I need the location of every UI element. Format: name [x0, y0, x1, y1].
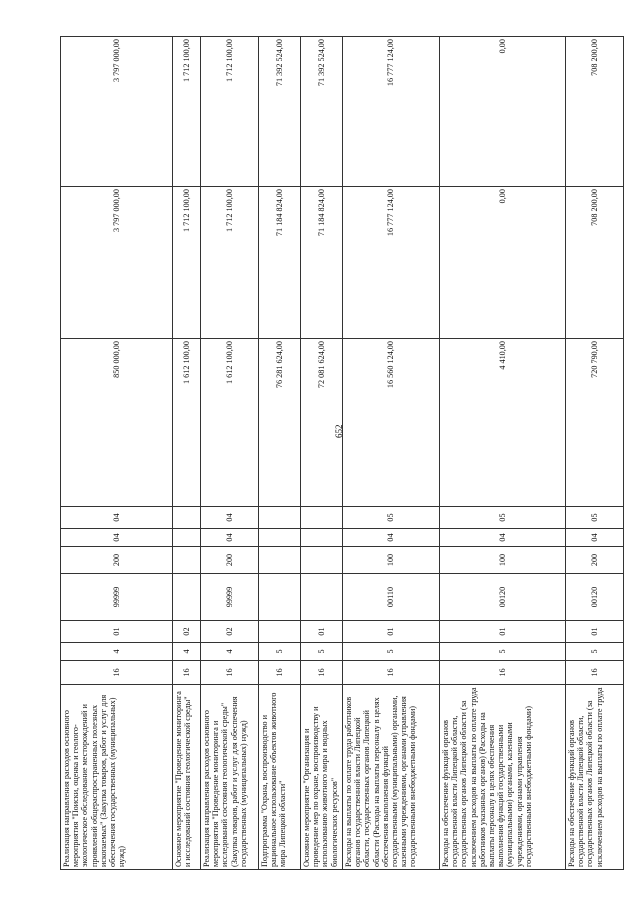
- table-row: [343, 37, 440, 870]
- code-cell: 01: [440, 621, 566, 643]
- table-row: [201, 37, 259, 870]
- code-cell: [259, 547, 301, 574]
- code-cell: 05: [440, 507, 566, 529]
- table-row: [259, 37, 301, 870]
- rotated-table-container: [60, 37, 624, 870]
- code-cell: 04: [61, 507, 173, 529]
- code-cell: 01: [566, 621, 624, 643]
- value-cell: 1 612 100,00: [201, 339, 259, 507]
- value-cell: 1 712 100,00: [173, 37, 201, 187]
- value-cell: 708 200,00: [566, 37, 624, 187]
- row-name: Подпрограмма "Охрана, воспроизводство и рациональное использование объектов животного мира Липецкой области": [259, 685, 301, 870]
- code-cell: 02: [201, 621, 259, 643]
- code-cell: 100: [343, 547, 440, 574]
- value-cell: 1 712 100,00: [173, 187, 201, 339]
- value-cell: 76 281 624,00: [259, 339, 301, 507]
- code-cell: 4: [201, 643, 259, 661]
- code-cell: [259, 621, 301, 643]
- code-cell: 05: [566, 507, 624, 529]
- value-cell: 3 797 000,00: [61, 37, 173, 187]
- code-cell: [301, 529, 343, 547]
- value-cell: 850 000,00: [61, 339, 173, 507]
- value-cell: 16 560 124,00: [343, 339, 440, 507]
- value-cell: 3 797 000,00: [61, 187, 173, 339]
- code-cell: 04: [201, 529, 259, 547]
- code-cell: [301, 547, 343, 574]
- row-name: Реализация направления расходов основного мероприятия "Поиски, оценка и геолого-экологическое обследование месторождений и проявлений общераспространенных полезных ископаемых" (Закупка товаров, работ и услуг для обеспечения государственных (муниципальных) нужд): [61, 685, 173, 870]
- row-name: Основное мероприятие "Организация и проведение мер по охране, воспроизводству и использованию животного мира и водных биологических ресурсов": [301, 685, 343, 870]
- value-cell: 0,00: [440, 187, 566, 339]
- code-cell: 100: [440, 547, 566, 574]
- code-cell: 200: [201, 547, 259, 574]
- code-cell: 04: [440, 529, 566, 547]
- code-cell: 16: [343, 661, 440, 685]
- code-cell: 00120: [566, 574, 624, 621]
- code-cell: 00120: [440, 574, 566, 621]
- code-cell: 16: [61, 661, 173, 685]
- value-cell: 71 392 524,00: [301, 37, 343, 187]
- value-cell: 1 712 100,00: [201, 187, 259, 339]
- code-cell: [301, 507, 343, 529]
- value-cell: 0,00: [440, 37, 566, 187]
- table-row: [173, 37, 201, 870]
- value-cell: 16 777 124,00: [343, 187, 440, 339]
- code-cell: 5: [440, 643, 566, 661]
- code-cell: 99999: [61, 574, 173, 621]
- code-cell: 200: [61, 547, 173, 574]
- code-cell: [173, 574, 201, 621]
- code-cell: [173, 529, 201, 547]
- code-cell: 02: [173, 621, 201, 643]
- code-cell: [301, 574, 343, 621]
- code-cell: [259, 529, 301, 547]
- code-cell: [173, 507, 201, 529]
- budget-table: [60, 36, 624, 870]
- code-cell: 00110: [343, 574, 440, 621]
- value-cell: 72 081 624,00: [301, 339, 343, 507]
- table-row: [440, 37, 566, 870]
- code-cell: 16: [440, 661, 566, 685]
- code-cell: 16: [259, 661, 301, 685]
- code-cell: 04: [61, 529, 173, 547]
- code-cell: 05: [343, 507, 440, 529]
- value-cell: 1 712 100,00: [201, 37, 259, 187]
- value-cell: 71 184 824,00: [301, 187, 343, 339]
- value-cell: 708 200,00: [566, 187, 624, 339]
- row-name: Расходы на обеспечение функций органов государственной власти Липецкой области, государственных органов Липецкой области (за исключением расходов на выплаты по оплате труда работников указанных органов) (Расходы на выплаты персоналу в целях обеспечения выполнения функций государственными (муниципальными) органами, казенными учреждениями, органами управления государственными внебюджетными фондами): [440, 685, 566, 870]
- code-cell: 16: [201, 661, 259, 685]
- table-row: [566, 37, 624, 870]
- code-cell: [173, 547, 201, 574]
- code-cell: 01: [343, 621, 440, 643]
- code-cell: 16: [173, 661, 201, 685]
- value-cell: 71 184 824,00: [259, 187, 301, 339]
- code-cell: 5: [259, 643, 301, 661]
- code-cell: 01: [301, 621, 343, 643]
- code-cell: 5: [566, 643, 624, 661]
- code-cell: 16: [566, 661, 624, 685]
- row-name: Основное мероприятие "Проведение мониторинга и исследований состояния геологической среды": [173, 685, 201, 870]
- table-row: [61, 37, 173, 870]
- code-cell: 99999: [201, 574, 259, 621]
- value-cell: 4 410,00: [440, 339, 566, 507]
- row-name: Реализация направления расходов основного мероприятия "Проведение мониторинга и исследований состояния геологической среды" (Закупка товаров, работ и услуг для обеспечения государственных (муниципальных) нужд): [201, 685, 259, 870]
- code-cell: 04: [566, 529, 624, 547]
- code-cell: [259, 507, 301, 529]
- code-cell: 5: [301, 643, 343, 661]
- value-cell: 720 790,00: [566, 339, 624, 507]
- value-cell: 1 612 100,00: [173, 339, 201, 507]
- code-cell: 16: [301, 661, 343, 685]
- code-cell: 04: [343, 529, 440, 547]
- code-cell: 4: [61, 643, 173, 661]
- code-cell: 4: [173, 643, 201, 661]
- code-cell: 01: [61, 621, 173, 643]
- table-row: [301, 37, 343, 870]
- code-cell: 200: [566, 547, 624, 574]
- row-name: Расходы на обеспечение функций органов государственной власти Липецкой области, государственных органов Липецкой области (за исключением расходов на выплаты по оплате труда: [566, 685, 624, 870]
- code-cell: 04: [201, 507, 259, 529]
- page-number: 652: [334, 424, 344, 438]
- value-cell: 16 777 124,00: [343, 37, 440, 187]
- value-cell: 71 392 524,00: [259, 37, 301, 187]
- code-cell: 5: [343, 643, 440, 661]
- code-cell: [259, 574, 301, 621]
- row-name: Расходы на выплаты по оплате труда работников органов государственной власти Липецкой области, государственных органов Липецкой области (Расходы на выплаты персоналу в целях обеспечения выполнения функций государственными (муниципальными) органами, казенными учреждениями, органами управления государственными внебюджетными фондами): [343, 685, 440, 870]
